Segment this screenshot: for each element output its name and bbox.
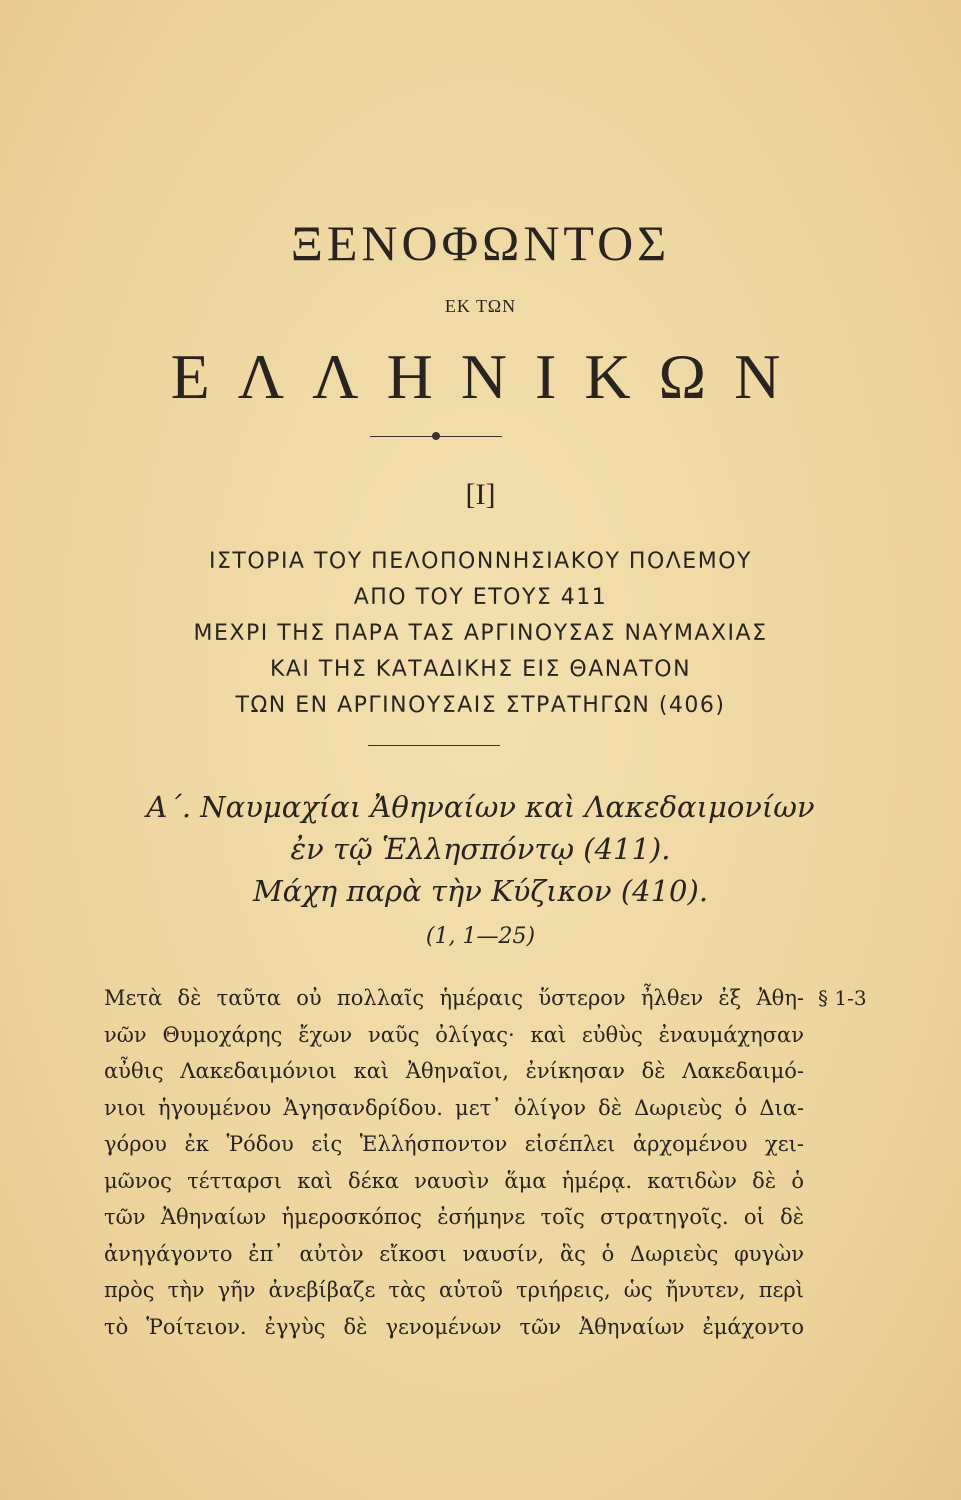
margin-note: § 1-3 — [818, 986, 867, 1010]
book-number: [I] — [465, 478, 496, 511]
section-heading — [0, 786, 961, 912]
body-line: νιοι ἡγουμένου Ἀγησανδρίδου. μετ᾽ ὀλίγον δὲ Δωριεὺς ὁ Δια- — [104, 1095, 804, 1120]
body-line: πρὸς τὴν γῆν ἀνεβίβαζε τὰς αὑτοῦ τριήρεις, ὡς ἤνυτεν, περὶ — [104, 1278, 804, 1302]
body-line: τῶν Ἀθηναίων ἡμεροσκόπος ἐσήμηνε τοῖς στρατηγοῖς. οἱ δὲ — [104, 1205, 804, 1229]
work-title: ΕΛΛΗΝΙΚΩΝ — [170, 341, 809, 412]
summary-line: ΙΣΤΟΡΙΑ ΤΟΥ ΠΕΛΟΠΟΝΝΗΣΙΑΚΟΥ ΠΟΛΕΜΟΥ — [209, 549, 752, 574]
heading-line: Μάχη παρὰ τὴν Κύζικον (410). — [252, 874, 709, 908]
summary-line: ΤΩΝ ΕΝ ΑΡΓΙΝΟΥΣΑΙΣ ΣΤΡΑΤΗΓΩΝ (406) — [235, 693, 726, 718]
summary-line: ΜΕΧΡΙ ΤΗΣ ΠΑΡΑ ΤΑΣ ΑΡΓΙΝΟΥΣΑΣ ΝΑΥΜΑΧΙΑΣ — [193, 621, 768, 646]
summary-line: ΑΠΟ ΤΟΥ ΕΤΟΥΣ 411 — [353, 585, 608, 610]
body-line: γόρου ἐκ Ῥόδου εἰς Ἑλλήσποντον εἰσέπλει ἀρχομένου χει- — [104, 1132, 804, 1156]
body-line: αὖθις Λακεδαιμόνιοι καὶ Ἀθηναῖοι, ἐνίκησαν δὲ Λακεδαιμό- — [104, 1059, 804, 1083]
section-reference: (1, 1—25) — [425, 924, 536, 949]
body-line: Μετὰ δὲ ταῦτα οὐ πολλαῖς ἡμέραις ὕστερον ἦλθεν ἐξ Ἀθη- — [104, 986, 804, 1010]
author-title: ΞΕΝΟΦΩΝΤΟΣ — [290, 215, 671, 271]
summary-line: ΚΑΙ ΤΗΣ ΚΑΤΑΔΙΚΗΣ ΕΙΣ ΘΑΝΑΤΟΝ — [269, 657, 692, 682]
heading-line: Α΄. Ναυμαχίαι Ἀθηναίων καὶ Λακεδαιμονίων — [146, 790, 815, 824]
body-line: ἀνηγάγοντο ἐπ᾽ αὐτὸν εἴκοσι ναυσίν, ἃς ὁ Δωριεὺς φυγὼν — [104, 1241, 804, 1266]
body-line: τὸ Ῥοίτειον. ἐγγὺς δὲ γενομένων τῶν Ἀθηναίων ἐμάχοντο — [104, 1314, 804, 1339]
from-text: ΕΚ ΤΩΝ — [444, 296, 517, 316]
body-paragraph — [104, 980, 804, 1345]
body-line: μῶνος τέτταρσι καὶ δέκα ναυσὶν ἅμα ἡμέρᾳ. κατιδὼν δὲ ὁ — [104, 1168, 804, 1193]
ornament-dot — [432, 432, 440, 440]
divider-rule — [368, 745, 500, 746]
book-summary — [0, 544, 961, 724]
heading-line: ἐν τῷ Ἑλλησπόντῳ (411). — [290, 832, 671, 866]
body-line: νῶν Θυμοχάρης ἔχων ναῦς ὀλίγας· καὶ εὐθὺς ἐναυμάχησαν — [104, 1022, 804, 1047]
